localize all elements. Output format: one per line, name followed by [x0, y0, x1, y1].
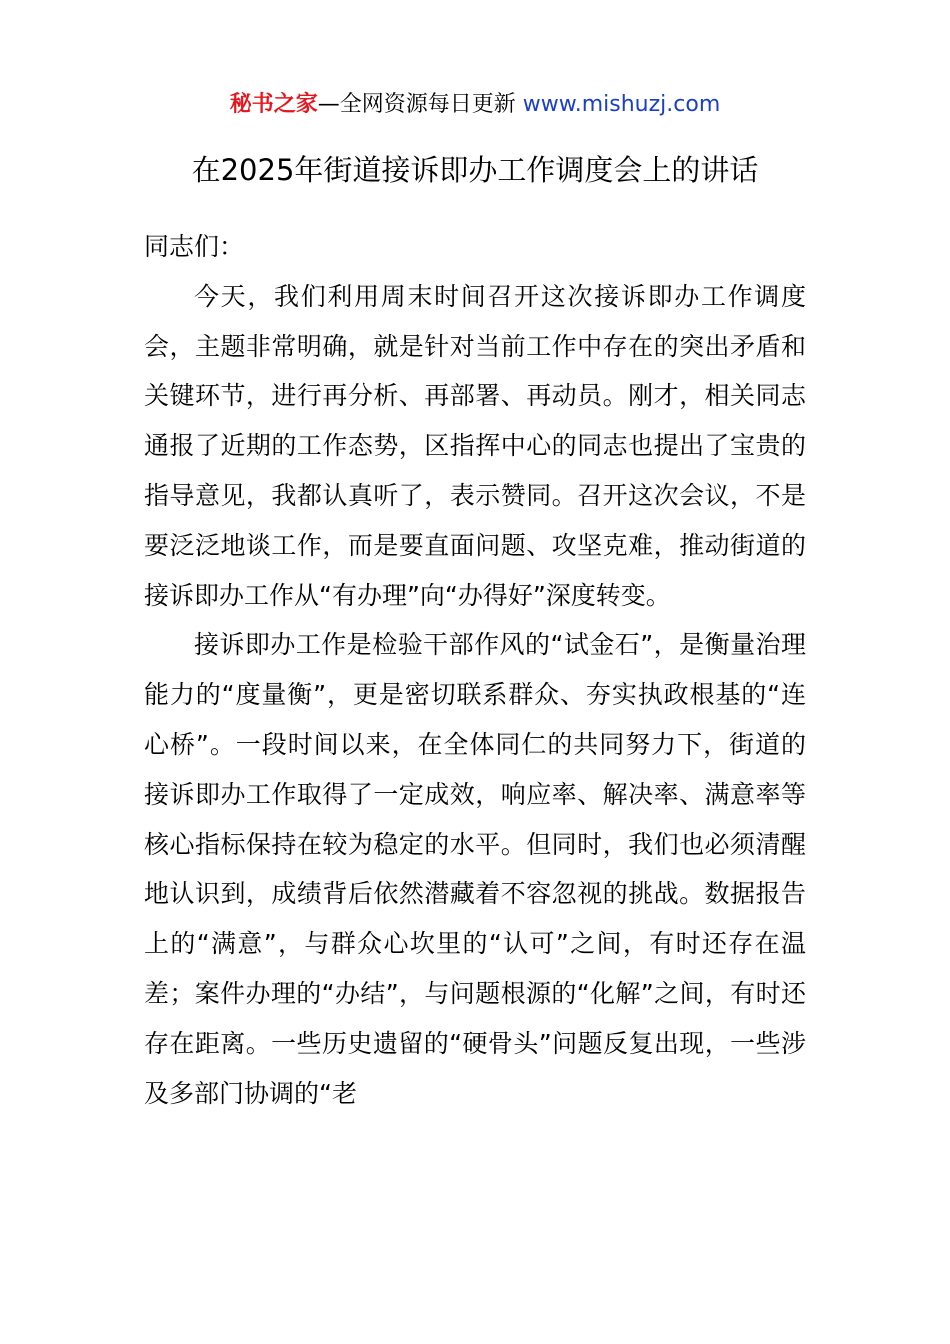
document-title: 在2025年街道接诉即办工作调度会上的讲话: [191, 153, 759, 187]
paragraph-1: 今天，我们利用周末时间召开这次接诉即办工作调度会，主题非常明确，就是针对当前工作中存在的突出矛盾和关键环节，进行再分析、再部署、再动员。刚才，相关同志通报了近期的工作态势，区指挥中心的同志也提出了宝贵的指导意见，我都认真听了，表示赞同。召开这次会议，不是要泛泛地谈工作，而是要直面问题、攻坚克难，推动街道的接诉即办工作从“有办理”向“办得好”深度转变。: [144, 281, 806, 610]
site-header: [0, 88, 950, 122]
salutation: 同志们：: [144, 232, 245, 261]
site-tagline: —全网资源每日更新: [317, 92, 516, 117]
site-url-link[interactable]: www.mishuzj.com: [522, 92, 721, 117]
paragraph-2: 接诉即办工作是检验干部作风的“试金石”，是衡量治理能力的“度量衡”，更是密切联系群众、夯实执政根基的“连心桥”。一段时间以来，在全体同仁的共同努力下，街道的接诉即办工作取得了一定成效，响应率、解决率、满意率等核心指标保持在较为稳定的水平。但同时，我们也必须清醒地认识到，成绩背后依然潜藏着不容忽视的挑战。数据报告上的“满意”，与群众心坎里的“认可”之间，有时还存在温差；案件办理的“办结”，与问题根源的“化解”之间，有时还存在距离。一些历史遗留的“硬骨头”问题反复出现，一些涉及多部门协调的“老: [144, 630, 806, 1108]
document-body: [144, 222, 806, 1118]
site-brand: 秘书之家: [229, 92, 318, 117]
